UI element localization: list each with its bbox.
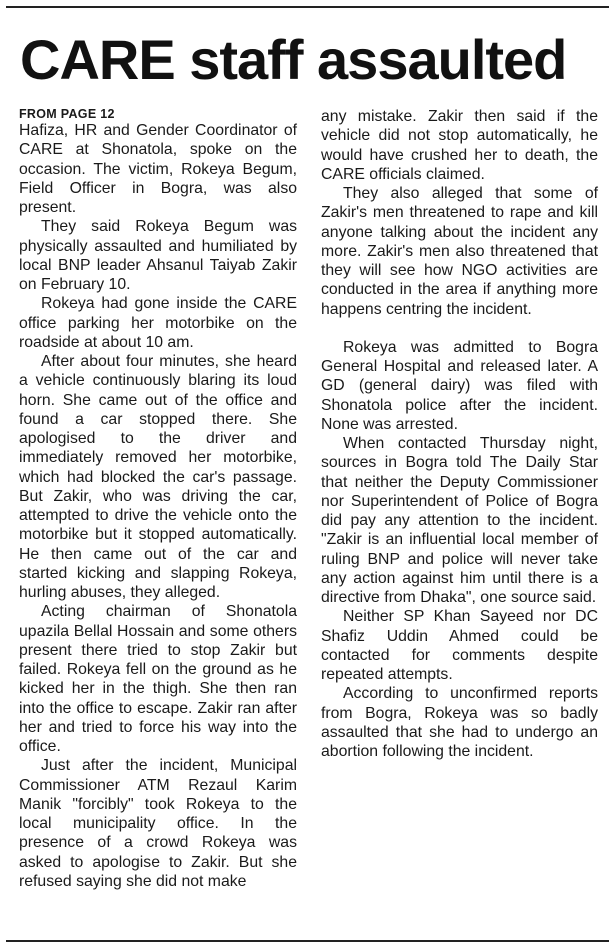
paragraph: After about four minutes, she heard a vehicle continuously blaring its loud horn. She came out of the office and found a car stopped there. She apologised to the driver and immediately removed her motorbike, which had blocked the car's passage. But Zakir, who was driving the car, attempted to drive the vehicle onto the motorbike but it stopped automatically. He then came out of the car and started kicking and slapping Rokeya, hurling abuses, they alleged. [19,353,297,601]
paragraph: According to unconfirmed reports from Bogra, Rokeya was so badly assaulted that she had to undergo an abortion following the incident. [321,685,598,760]
paragraph: Acting chairman of Shonatola upazila Bellal Hossain and some others present there tried to stop Zakir but failed. Rokeya fell on the ground as he kicked her in the thigh. She then ran into the office to escape. Zakir ran after her and tried to force his way into the office. [19,603,297,755]
top-rule [6,6,609,8]
paragraph: When contacted Thursday night, sources in Bogra told The Daily Star that neither the Deputy Commissioner nor Superintendent of Police of Bogra did pay any attention to the incident. "Zakir is an influential local member of ruling BNP and police will never take any action against him until there is a directive from Dhaka", one source said. [321,435,598,606]
left-column [19,107,297,891]
right-column [321,107,598,761]
paragraph: Rokeya had gone inside the CARE office parking her motorbike on the roadside at about 10 am. [19,295,297,351]
paragraph: Just after the incident, Municipal Commissioner ATM Rezaul Karim Manik "forcibly" took Rokeya to the local municipality office. In the presence of a crowd Rokeya was asked to apologise to Zakir. But she refused saying she did not make [19,757,297,890]
paragraph: Hafiza, HR and Gender Coordinator of CARE at Shonatola, spoke on the occasion. The victim, Rokeya Begum, Field Officer in Bogra, was also present. [19,122,297,216]
paragraph: They said Rokeya Begum was physically assaulted and humiliated by local BNP leader Ahsanul Taiyab Zakir on February 10. [19,218,297,293]
headline: CARE staff assaulted [20,28,567,91]
paragraph: They also alleged that some of Zakir's men threatened to rape and kill anyone talking about the incident any more. Zakir's men also threatened that they will see how NGO activities are conducted in the area if anything more happens centring the incident. [321,185,598,318]
bottom-rule [6,940,609,942]
paragraph: any mistake. Zakir then said if the vehicle did not stop automatically, he would have crushed her to death, the CARE officials claimed. [321,108,598,183]
paragraph: Neither SP Khan Sayeed nor DC Shafiz Uddin Ahmed could be contacted for comments despite repeated attempts. [321,608,598,683]
kicker-from-page: FROM PAGE 12 [19,107,115,121]
paragraph: Rokeya was admitted to Bogra General Hospital and released later. A GD (general dairy) was filed with Shonatola police after the incident. None was arrested. [321,338,598,433]
